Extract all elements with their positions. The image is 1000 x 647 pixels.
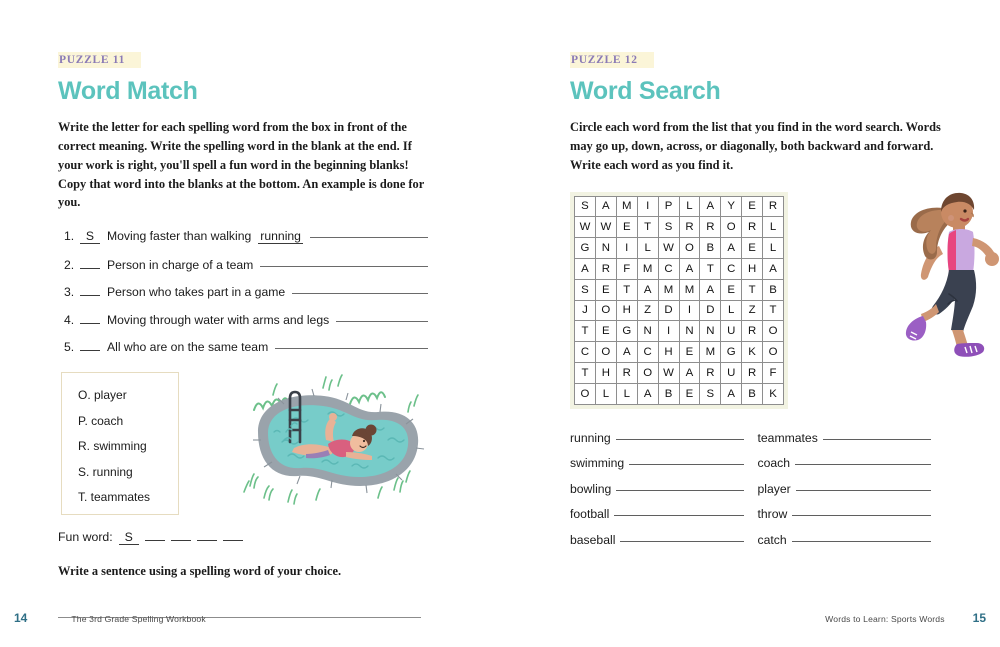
- word-search-cell[interactable]: A: [679, 362, 700, 383]
- word-match-list: [58, 229, 428, 354]
- word-blank[interactable]: [823, 439, 931, 440]
- word-search-cell[interactable]: E: [616, 217, 637, 238]
- word-search-cell[interactable]: T: [700, 258, 721, 279]
- letter-blank[interactable]: [80, 295, 100, 296]
- fun-word-blank[interactable]: [223, 540, 243, 541]
- word-search-cell[interactable]: R: [742, 362, 763, 383]
- word-search-cell[interactable]: A: [575, 258, 596, 279]
- word-search-cell[interactable]: A: [721, 238, 742, 259]
- word-search-cell[interactable]: E: [595, 279, 616, 300]
- word-search-row: [575, 321, 784, 342]
- word-search-cell[interactable]: O: [763, 321, 784, 342]
- word-search-cell[interactable]: S: [575, 279, 596, 300]
- puzzle-tag-left: PUZZLE 11: [58, 52, 141, 68]
- bank-item: O. player: [78, 388, 127, 403]
- word-search-cell[interactable]: H: [616, 300, 637, 321]
- word-search-cell[interactable]: R: [679, 217, 700, 238]
- match-row: [58, 258, 428, 272]
- word-search-cell[interactable]: A: [637, 279, 658, 300]
- answer-blank[interactable]: [336, 321, 428, 322]
- word-search-cell[interactable]: Y: [721, 196, 742, 217]
- word-label: player: [757, 481, 791, 496]
- word-search-cell[interactable]: T: [575, 362, 596, 383]
- word-search-cell[interactable]: G: [575, 238, 596, 259]
- answer-blank[interactable]: [275, 348, 428, 349]
- word-bank-box: [61, 372, 179, 515]
- word-search-cell[interactable]: Z: [637, 300, 658, 321]
- word-search-cell[interactable]: K: [763, 383, 784, 404]
- word-search-cell[interactable]: D: [700, 300, 721, 321]
- word-list-cell: [570, 533, 758, 547]
- word-search-cell[interactable]: O: [575, 383, 596, 404]
- word-search-cell[interactable]: G: [721, 342, 742, 363]
- word-list-row: [570, 482, 945, 496]
- word-search-cell[interactable]: B: [742, 383, 763, 404]
- fun-word-row: [58, 530, 428, 545]
- word-search-cell[interactable]: L: [616, 383, 637, 404]
- letter-blank[interactable]: [80, 350, 100, 351]
- word-search-cell[interactable]: N: [637, 321, 658, 342]
- write-line[interactable]: [58, 631, 421, 647]
- word-search-cell[interactable]: L: [595, 383, 616, 404]
- word-blank[interactable]: [614, 515, 743, 516]
- word-search-cell[interactable]: T: [742, 279, 763, 300]
- word-bank-section: [58, 372, 428, 518]
- word-list-cell: [570, 431, 758, 445]
- word-search-cell[interactable]: O: [721, 217, 742, 238]
- fun-word-blank[interactable]: [197, 540, 217, 541]
- match-row: [58, 313, 428, 327]
- word-search-cell[interactable]: W: [658, 362, 679, 383]
- word-search-cell[interactable]: C: [721, 258, 742, 279]
- word-search-cell[interactable]: U: [721, 321, 742, 342]
- footer-left: [14, 611, 206, 625]
- word-list-cell: [758, 456, 946, 470]
- answer-blank[interactable]: [310, 237, 428, 238]
- word-search-grid[interactable]: [574, 196, 784, 405]
- bank-item: R. swimming: [78, 439, 147, 454]
- word-search-cell[interactable]: A: [763, 258, 784, 279]
- item-number: 2.: [64, 257, 75, 272]
- word-search-row: [575, 383, 784, 404]
- word-search-grid-frame: [570, 192, 788, 409]
- item-number: 4.: [64, 312, 75, 327]
- word-list-row: [570, 456, 945, 470]
- page-number: 14: [14, 611, 28, 625]
- word-search-cell[interactable]: K: [742, 342, 763, 363]
- word-search-cell[interactable]: M: [700, 342, 721, 363]
- word-search-cell[interactable]: R: [763, 196, 784, 217]
- puzzle-tag-right: PUZZLE 12: [570, 52, 654, 68]
- word-search-cell[interactable]: R: [742, 217, 763, 238]
- word-search-cell[interactable]: E: [742, 238, 763, 259]
- answer-written[interactable]: running: [260, 229, 301, 244]
- word-search-cell[interactable]: E: [721, 279, 742, 300]
- page-number: 15: [972, 611, 986, 625]
- word-search-cell[interactable]: D: [658, 300, 679, 321]
- word-search-cell[interactable]: R: [700, 217, 721, 238]
- fun-word-blank[interactable]: [145, 540, 165, 541]
- word-search-cell[interactable]: W: [575, 217, 596, 238]
- word-search-cell[interactable]: O: [637, 362, 658, 383]
- footer-text: The 3rd Grade Spelling Workbook: [71, 614, 206, 624]
- match-row: [58, 340, 428, 354]
- word-blank[interactable]: [792, 515, 931, 516]
- word-search-cell[interactable]: F: [616, 258, 637, 279]
- word-search-cell[interactable]: I: [679, 300, 700, 321]
- item-number: 3.: [64, 285, 75, 300]
- item-number: 5.: [64, 340, 75, 355]
- word-search-cell[interactable]: A: [721, 383, 742, 404]
- word-search-cell[interactable]: M: [658, 279, 679, 300]
- word-search-cell[interactable]: A: [700, 279, 721, 300]
- word-list-cell: [570, 456, 758, 470]
- word-label: catch: [757, 532, 787, 547]
- word-search-cell[interactable]: O: [595, 342, 616, 363]
- word-blank[interactable]: [795, 464, 931, 465]
- bank-item: S. running: [78, 464, 133, 479]
- match-row: [58, 285, 428, 299]
- word-search-cell[interactable]: O: [595, 300, 616, 321]
- word-label: football: [570, 507, 610, 521]
- clue-text: Moving through water with arms and legs: [107, 312, 330, 327]
- word-blank[interactable]: [616, 439, 744, 440]
- word-search-cell[interactable]: H: [595, 362, 616, 383]
- word-list-cell: [758, 533, 946, 547]
- answer-blank[interactable]: [260, 266, 428, 267]
- letter-blank[interactable]: [80, 323, 100, 324]
- word-search-cell[interactable]: M: [616, 196, 637, 217]
- word-blank[interactable]: [629, 464, 743, 465]
- match-row: [58, 229, 428, 244]
- word-search-cell[interactable]: T: [575, 321, 596, 342]
- clue-text: Person who takes part in a game: [107, 285, 286, 300]
- right-page: [500, 0, 1000, 647]
- word-search-cell[interactable]: L: [637, 238, 658, 259]
- word-search-cell[interactable]: L: [721, 300, 742, 321]
- instructions-left: Write the letter for each spelling word from the box in front of the correct meaning. Write the spelling word in the blank at the end. If your work is right, you'll spell a fun word in the beginning blanks! Copy that word into the blanks at the bottom. An example is done for you.: [58, 120, 425, 210]
- page-title-left: Word Match: [58, 77, 198, 105]
- word-search-cell[interactable]: B: [700, 238, 721, 259]
- bank-item: T. teammates: [78, 490, 151, 505]
- word-list-row: [570, 431, 945, 445]
- word-search-cell[interactable]: U: [721, 362, 742, 383]
- word-search-cell[interactable]: S: [700, 383, 721, 404]
- word-search-cell[interactable]: I: [637, 196, 658, 217]
- word-search-cell[interactable]: H: [742, 258, 763, 279]
- word-search-cell[interactable]: N: [679, 321, 700, 342]
- word-search-cell[interactable]: W: [658, 238, 679, 259]
- word-search-cell[interactable]: O: [763, 342, 784, 363]
- word-search-cell[interactable]: I: [616, 238, 637, 259]
- word-search-cell[interactable]: M: [637, 258, 658, 279]
- word-list-cell: [570, 507, 758, 521]
- word-search-cell[interactable]: B: [763, 279, 784, 300]
- word-label: running: [570, 430, 611, 445]
- bank-item: P. coach: [78, 413, 124, 428]
- word-search-word-list: [570, 431, 945, 547]
- word-label: coach: [757, 456, 791, 470]
- footer-text: Words to Learn: Sports Words: [825, 614, 945, 624]
- word-search-cell[interactable]: R: [616, 362, 637, 383]
- word-list-cell: [570, 482, 758, 496]
- word-search-cell[interactable]: F: [763, 362, 784, 383]
- word-search-cell[interactable]: L: [763, 238, 784, 259]
- clue-text: Person in charge of a team: [107, 257, 254, 272]
- clue-text: All who are on the same team: [107, 340, 269, 355]
- word-list-row: [570, 533, 945, 547]
- letter-blank[interactable]: S: [80, 230, 100, 244]
- word-list-cell: [758, 507, 946, 521]
- word-search-cell[interactable]: O: [679, 238, 700, 259]
- word-label: swimming: [570, 456, 625, 470]
- word-label: throw: [757, 507, 788, 521]
- word-blank[interactable]: [620, 541, 743, 542]
- word-search-row: [575, 238, 784, 259]
- fun-word-label: Fun word:: [58, 530, 113, 545]
- word-search-row: [575, 217, 784, 238]
- word-search-cell[interactable]: L: [679, 196, 700, 217]
- word-search-cell[interactable]: J: [575, 300, 596, 321]
- word-search-cell[interactable]: C: [658, 258, 679, 279]
- word-search-cell[interactable]: B: [658, 383, 679, 404]
- word-label: bowling: [570, 481, 612, 496]
- word-blank[interactable]: [796, 490, 931, 491]
- word-search-cell[interactable]: N: [700, 321, 721, 342]
- word-search-cell[interactable]: T: [616, 279, 637, 300]
- word-search-row: [575, 196, 784, 217]
- word-search-cell[interactable]: A: [595, 196, 616, 217]
- clue-text: Moving faster than walking: [107, 229, 252, 244]
- word-search-row: [575, 300, 784, 321]
- word-search-cell[interactable]: A: [700, 196, 721, 217]
- sentence-prompt: Write a sentence using a spelling word of your choice.: [58, 564, 342, 579]
- word-search-cell[interactable]: A: [637, 383, 658, 404]
- word-search-row: [575, 362, 784, 383]
- word-list-cell: [758, 482, 946, 496]
- word-label: teammates: [757, 430, 818, 445]
- word-search-cell[interactable]: I: [658, 321, 679, 342]
- running-girl-illustration: [895, 182, 1000, 357]
- letter-blank[interactable]: [80, 268, 100, 269]
- word-search-cell[interactable]: L: [763, 217, 784, 238]
- item-number: 1.: [64, 229, 75, 244]
- word-list-cell: [758, 431, 946, 445]
- word-blank[interactable]: [792, 541, 931, 542]
- word-search-cell[interactable]: C: [575, 342, 596, 363]
- word-search-cell[interactable]: Z: [742, 300, 763, 321]
- word-search-cell[interactable]: R: [742, 321, 763, 342]
- word-search-cell[interactable]: S: [575, 196, 596, 217]
- answer-blank[interactable]: [292, 293, 428, 294]
- word-search-cell[interactable]: R: [700, 362, 721, 383]
- footer-right: [825, 611, 986, 625]
- word-search-cell[interactable]: W: [595, 217, 616, 238]
- word-search-cell[interactable]: E: [742, 196, 763, 217]
- word-search-row: [575, 342, 784, 363]
- word-search-cell[interactable]: E: [595, 321, 616, 342]
- fun-word-blank[interactable]: S: [119, 531, 139, 545]
- word-search-row: [575, 279, 784, 300]
- word-blank[interactable]: [616, 490, 743, 491]
- word-search-cell[interactable]: E: [679, 342, 700, 363]
- word-search-cell[interactable]: S: [658, 217, 679, 238]
- fun-word-blank[interactable]: [171, 540, 191, 541]
- word-search-cell[interactable]: N: [595, 238, 616, 259]
- page-title-right: Word Search: [570, 77, 721, 105]
- word-search-cell[interactable]: G: [616, 321, 637, 342]
- instructions-right: Circle each word from the list that you find in the word search. Words may go up, down, across, or diagonally, both backward and forward. Write each word as you find it.: [570, 120, 941, 172]
- word-search-cell[interactable]: C: [637, 342, 658, 363]
- word-search-cell[interactable]: M: [679, 279, 700, 300]
- word-search-cell[interactable]: T: [763, 300, 784, 321]
- word-search-cell[interactable]: R: [595, 258, 616, 279]
- word-search-cell[interactable]: E: [679, 383, 700, 404]
- word-search-cell[interactable]: H: [658, 342, 679, 363]
- word-list-row: [570, 507, 945, 521]
- word-search-cell[interactable]: P: [658, 196, 679, 217]
- word-search-cell[interactable]: T: [637, 217, 658, 238]
- swimming-pool-illustration: [228, 370, 428, 520]
- word-search-row: [575, 258, 784, 279]
- word-label: baseball: [570, 532, 616, 547]
- word-search-cell[interactable]: A: [679, 258, 700, 279]
- word-search-cell[interactable]: A: [616, 342, 637, 363]
